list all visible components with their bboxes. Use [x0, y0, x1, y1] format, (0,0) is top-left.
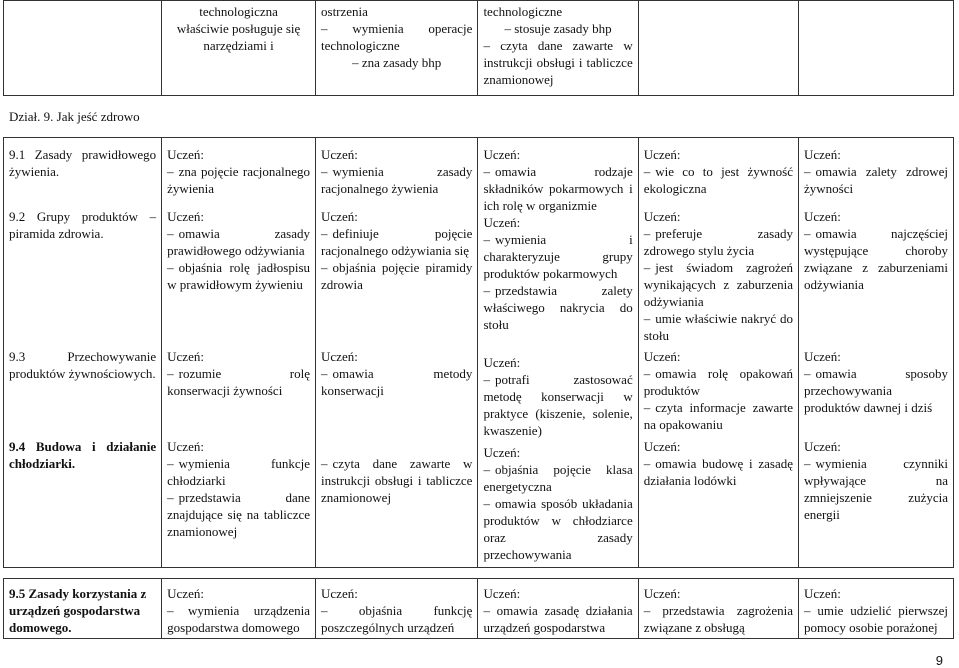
requirement-item: – czyta informacje zawarte na opakowaniu [643, 400, 793, 432]
requirement-item: – omawia metody konserwacji [321, 366, 473, 398]
column-1-cell [162, 138, 316, 568]
top-cell-col4 [638, 1, 798, 96]
uczen-label: Uczeń: [643, 209, 681, 224]
requirement-section [644, 348, 793, 438]
requirement-item: – omawia zasady prawidłowego odżywiania [167, 226, 311, 258]
requirement-section [321, 146, 472, 208]
requirement-item: – rozumie rolę konserwacji żywności [167, 366, 311, 398]
uczen-label: Uczeń: [321, 209, 358, 224]
text-line: – wymienia operacje technologiczne [321, 21, 473, 53]
requirement-item: – przedstawia zalety właściwego nakrycia do stołu [483, 283, 633, 332]
requirement-item: – omawia zalety zdrowej żywności [804, 164, 948, 196]
requirements-table [3, 137, 954, 568]
requirement-item: – preferuje zasady zdrowego stylu życia [643, 226, 793, 258]
top-cell-col5 [799, 1, 954, 96]
requirement-item: – przedstawia zagrożenia związane z obsługą [643, 603, 793, 635]
requirement-section [167, 208, 310, 348]
uczen-label: Uczeń: [804, 349, 841, 364]
requirement-item: – objaśnia rolę jadłospisu w prawidłowym żywieniu [167, 260, 311, 292]
uczen-label: Uczeń: [643, 439, 681, 454]
topics-cell [4, 138, 162, 568]
topic-9-1: 9.1 Zasady prawidłowego żywienia. [9, 147, 157, 179]
requirement-section [804, 348, 948, 438]
uczen-label: Uczeń: [321, 349, 358, 364]
bottom-cell [799, 579, 954, 639]
uczen-label: Uczeń: [483, 355, 521, 370]
top-cell-topic [4, 1, 162, 96]
requirement-item: – omawia sposób układania produktów w chłodziarce oraz zasady przechowywania [483, 496, 633, 562]
bottom-table [3, 578, 954, 639]
uczen-label: Uczeń: [643, 349, 681, 364]
top-cell-col3 [478, 1, 638, 96]
top-cell-col1 [162, 1, 316, 96]
requirement-item: – wymienia czynniki wpływające na zmniejszenie zużycia energii [804, 456, 948, 522]
requirement-item: – umie udzielić pierwszej pomocy osobie porażonej [804, 603, 949, 635]
requirement-item: – potrafi zastosować metodę konserwacji w praktyce (kiszenie, solenie, kwaszenie) [483, 372, 633, 438]
text-line: ostrzenia [321, 4, 368, 19]
requirement-section [644, 146, 793, 208]
requirement-item: – objaśnia funkcję poszczególnych urządzeń [321, 603, 473, 635]
requirement-section [483, 146, 632, 214]
requirement-item: – objaśnia pojęcie klasa energetyczna [483, 462, 633, 494]
section-title: Dział. 9. Jak jeść zdrowo [9, 109, 140, 124]
requirement-item: – wymienia i charakteryzuje grupy produktów pokarmowych [483, 232, 633, 281]
requirement-section [483, 354, 632, 444]
requirement-item: – wymienia zasady racjonalnego żywienia [321, 164, 473, 196]
column-4-cell [638, 138, 798, 568]
text-line: – stosuje zasady bhp [504, 21, 612, 36]
uczen-label: Uczeń: [643, 147, 681, 162]
requirement-section [167, 438, 310, 540]
requirement-item: – omawia najczęściej występujące choroby związane z zaburzeniami odżywiania [804, 226, 948, 292]
uczen-label: Uczeń: [483, 147, 521, 162]
table-row [4, 579, 954, 639]
requirement-section [644, 208, 793, 348]
requirement-section [804, 208, 948, 348]
topic-9-4: 9.4 Budowa i działanie chłodziarki. [9, 439, 157, 471]
uczen-label: Uczeń: [167, 147, 204, 162]
text-line: – czyta dane zawarte w instrukcji obsługi i tabliczce znamionowej [483, 38, 633, 87]
requirement-section [483, 444, 632, 563]
uczen-label: Uczeń: [804, 209, 841, 224]
top-cell-col2 [316, 1, 478, 96]
top-continuation-table [3, 0, 954, 96]
topic-9-5: 9.5 Zasady korzystania z urządzeń gospodarstwa domowego. [4, 579, 162, 639]
requirement-section [644, 438, 793, 489]
requirement-item: – omawia rodzaje składników pokarmowych i ich rolę w organizmie [483, 164, 633, 213]
uczen-label: Uczeń: [321, 586, 358, 601]
requirement-item: – czyta dane zawarte w instrukcji obsługi i tabliczce znamionowej [321, 456, 473, 505]
uczen-label: Uczeń: [804, 586, 841, 601]
requirement-section [804, 146, 948, 208]
requirement-item: – zna pojęcie racjonalnego żywienia [167, 164, 311, 196]
uczen-label: Uczeń: [804, 147, 841, 162]
uczen-label: Uczeń: [321, 147, 358, 162]
text-line: technologiczna [199, 4, 278, 19]
bottom-cell [162, 579, 316, 639]
requirement-item: – wie co to jest żywność ekologiczna [643, 164, 793, 196]
column-5-cell [799, 138, 954, 568]
uczen-label: Uczeń: [483, 586, 521, 601]
requirement-item: – jest świadom zagrożeń wynikających z zaburzenia odżywiania [643, 260, 793, 309]
requirement-section [321, 348, 472, 438]
uczen-label: Uczeń: [643, 586, 681, 601]
requirement-item: – wymienia urządzenia gospodarstwa domowego [167, 603, 311, 635]
requirement-section [321, 438, 472, 506]
requirement-item: – omawia budowę i zasadę działania lodówki [643, 456, 793, 488]
topic-9-3: 9.3 Przechowywanie produktów żywnościowych. [9, 349, 157, 381]
text-line: technologiczne [483, 4, 563, 19]
page-number: 9 [935, 653, 943, 668]
requirement-section [483, 214, 632, 354]
bottom-cell [638, 579, 798, 639]
text-line: właściwie posługuje się narzędziami i [176, 21, 301, 53]
uczen-label: Uczeń: [167, 586, 204, 601]
requirement-item: – definiuje pojęcie racjonalnego odżywiania się [321, 226, 473, 258]
top-row [4, 1, 954, 96]
requirement-item: – przedstawia dane znajdujące się na tabliczce znamionowej [167, 490, 311, 539]
uczen-label: Uczeń: [804, 439, 841, 454]
uczen-label: Uczeń: [483, 215, 521, 230]
table-row [4, 138, 954, 568]
requirement-item: – objaśnia pojęcie piramidy zdrowia [321, 260, 473, 292]
uczen-label: Uczeń: [483, 445, 521, 460]
bottom-cell [316, 579, 478, 639]
requirement-item: – omawia rolę opakowań produktów [643, 366, 793, 398]
requirement-item: – omawia sposoby przechowywania produktów dawnej i dziś [804, 366, 948, 415]
bottom-cell [478, 579, 638, 639]
requirement-item: – umie właściwie nakryć do stołu [643, 311, 793, 343]
text-line: – zna zasady bhp [352, 55, 442, 70]
uczen-label: Uczeń: [167, 349, 204, 364]
uczen-label: Uczeń: [167, 439, 204, 454]
topic-9-2: 9.2 Grupy produktów – piramida zdrowia. [9, 209, 157, 241]
column-2-cell [316, 138, 478, 568]
column-3-cell [478, 138, 638, 568]
requirement-section [167, 146, 310, 208]
requirement-section [804, 438, 948, 523]
uczen-label: Uczeń: [167, 209, 204, 224]
requirement-item: – omawia zasadę działania urządzeń gospodarstwa [483, 603, 633, 635]
requirement-section [321, 208, 472, 348]
requirement-section [167, 348, 310, 438]
requirement-item: – wymienia funkcje chłodziarki [167, 456, 311, 488]
